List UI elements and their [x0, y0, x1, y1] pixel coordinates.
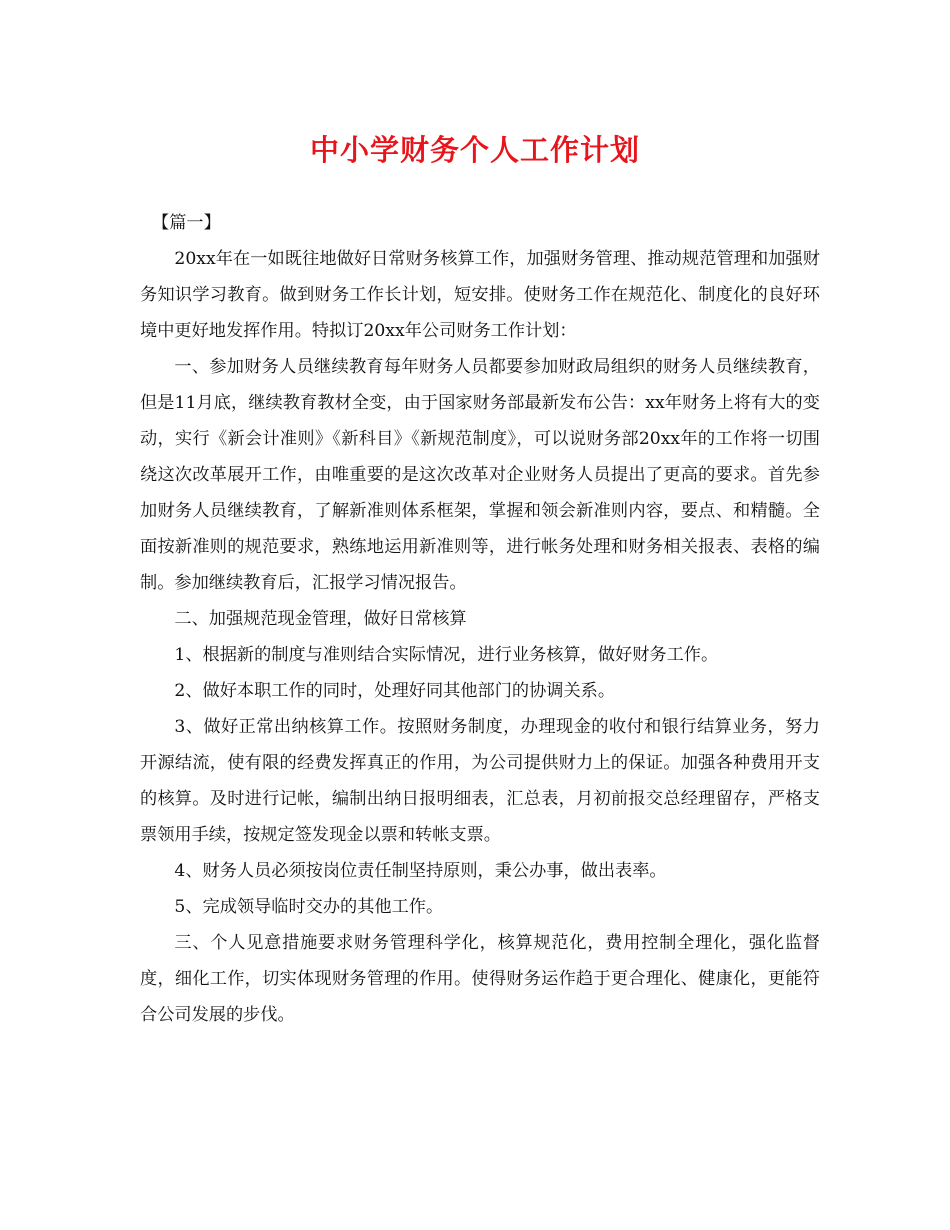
paragraph-section-2-heading: 二、加强规范现金管理，做好日常核算 [174, 609, 467, 629]
paragraph-item-4: 4、财务人员必须按岗位责任制坚持原则，秉公办事，做出表率。 [174, 861, 667, 881]
paragraph-section-1: 一、参加财务人员继续教育每年财务人员都要参加财政局组织的财务人员继续教育，但是11月底，继续教育教材全变，由于国家财务部最新发布公告：xx年财务上将有大的变动，实行《新会计准则》《新科目》《新规范制度》，可以说财务部20xx年的工作将一切围绕这次改革展开工作，由唯重要的是这次改革对企业财务人员提出了更高的要求。首先参加财务人员继续教育，了解新准则体系框架，掌握和领会新准则内容，要点、和精髓。全面按新准则的规范要求，熟练地运用新准则等，进行帐务处理和财务相关报表、表格的编制。参加继续教育后，汇报学习情况报告。 [140, 357, 820, 593]
paragraph-section-3: 三、个人见意措施要求财务管理科学化，核算规范化，费用控制全理化，强化监督度，细化工作，切实体现财务管理的作用。使得财务运作趋于更合理化、健康化，更能符合公司发展的步伐。 [140, 933, 820, 1025]
paragraph-item-3: 3、做好正常出纳核算工作。按照财务制度，办理现金的收付和银行结算业务，努力开源结流，使有限的经费发挥真正的作用，为公司提供财力上的保证。加强各种费用开支的核算。及时进行记帐，编制出纳日报明细表，汇总表，月初前报交总经理留存，严格支票领用手续，按规定签发现金以票和转帐支票。 [140, 717, 820, 845]
paragraph-item-1: 1、根据新的制度与准则结合实际情况，进行业务核算，做好财务工作。 [174, 645, 719, 665]
paragraph-intro: 20xx年在一如既往地做好日常财务核算工作，加强财务管理、推动规范管理和加强财务知识学习教育。做到财务工作长计划，短安排。使财务工作在规范化、制度化的良好环境中更好地发挥作用。特拟订20xx年公司财务工作计划： [140, 249, 820, 341]
document-body [140, 205, 820, 1033]
paragraph-item-2: 2、做好本职工作的同时，处理好同其他部门的协调关系。 [174, 681, 616, 701]
paragraph-item-5: 5、完成领导临时交办的其他工作。 [174, 897, 444, 917]
document-title: 中小学财务个人工作计划 [309, 133, 640, 167]
section-label: 【篇一】 [152, 213, 221, 233]
